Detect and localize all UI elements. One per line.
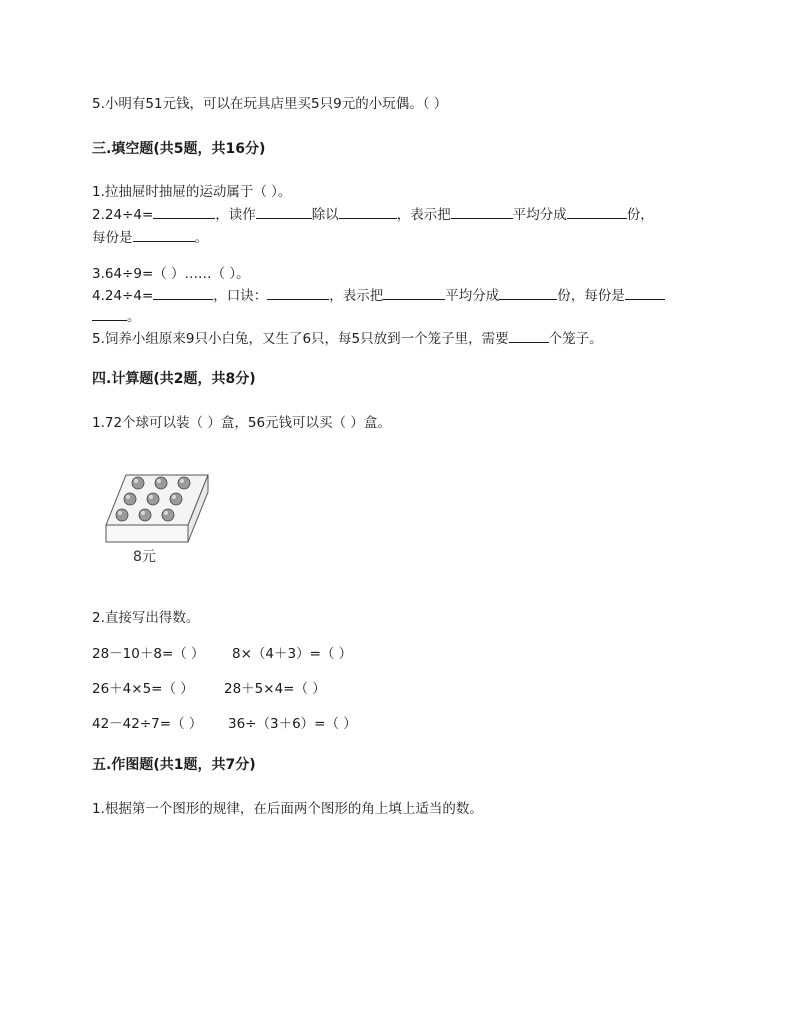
q2-text-a: 2.24÷4= bbox=[92, 207, 154, 223]
answer-blank[interactable] bbox=[256, 203, 312, 219]
q4-text-d: 平均分成 bbox=[445, 288, 500, 304]
expr-row-1 bbox=[92, 642, 205, 662]
q2-text-d: ，表示把 bbox=[396, 207, 451, 223]
expr-row-3 bbox=[92, 712, 202, 732]
calc-question-2: 2.直接写出得数。 bbox=[92, 610, 200, 626]
q5-text-a: 5.饲养小组原来9只小白兔，又生了6只，每5只放到一个笼子里，需要 bbox=[92, 331, 509, 347]
q4-text-a: 4.24÷4= bbox=[92, 288, 154, 304]
answer-blank[interactable] bbox=[383, 284, 445, 300]
answer-blank[interactable] bbox=[499, 284, 557, 300]
expr-1-1: 28－10＋8=（ ） bbox=[92, 646, 205, 662]
q2-text-b: ，读作 bbox=[215, 207, 256, 223]
q4-text-b: ，口诀： bbox=[213, 288, 268, 304]
answer-blank[interactable] bbox=[133, 226, 195, 242]
fill-question-2-line-2 bbox=[92, 226, 208, 246]
fill-question-1: 1.拉抽屉时抽屉的运动属于（ ）。 bbox=[92, 184, 292, 200]
q5-text-b: 个笼子。 bbox=[548, 331, 603, 347]
expr-3-2: 36÷（3＋6）=（ ） bbox=[228, 716, 357, 732]
box-price-label: 8元 bbox=[133, 549, 156, 565]
fill-question-2-line-1 bbox=[92, 203, 654, 223]
answer-blank[interactable] bbox=[92, 305, 127, 321]
q4-text-f: 。 bbox=[127, 309, 141, 325]
q2-text-e: 平均分成 bbox=[512, 207, 567, 223]
answer-blank[interactable] bbox=[153, 203, 215, 219]
q2-text-f: 份， bbox=[626, 207, 654, 223]
q2-text-c: 除以 bbox=[311, 207, 339, 223]
expr-row-2 bbox=[92, 677, 194, 697]
q4-text-e: 份，每份是 bbox=[557, 288, 625, 304]
calc-question-1: 1.72个球可以装（ ）盒，56元钱可以买（ ）盒。 bbox=[92, 415, 391, 431]
section-3-title: 三.填空题(共5题，共16分) bbox=[92, 141, 266, 157]
expr-2-1: 26＋4×5=（ ） bbox=[92, 681, 194, 697]
answer-blank[interactable] bbox=[567, 203, 627, 219]
fill-question-4-line-1 bbox=[92, 284, 665, 304]
judge-question-5: 5.小明有51元钱，可以在玩具店里买5只9元的小玩偶。（ ） bbox=[92, 96, 448, 112]
drawing-question-1: 1.根据第一个图形的规律，在后面两个图形的角上填上适当的数。 bbox=[92, 801, 483, 817]
q4-text-c: ，表示把 bbox=[329, 288, 384, 304]
expr-1-2: 8×（4＋3）=（ ） bbox=[232, 646, 353, 662]
answer-blank[interactable] bbox=[625, 284, 665, 300]
q2-text-g: 每份是 bbox=[92, 230, 133, 246]
fill-question-5 bbox=[92, 327, 603, 347]
answer-blank[interactable] bbox=[509, 327, 549, 343]
expr-2-2: 28＋5×4=（ ） bbox=[224, 681, 326, 697]
answer-blank[interactable] bbox=[339, 203, 397, 219]
q2-text-h: 。 bbox=[194, 230, 208, 246]
ball-box-illustration bbox=[104, 470, 224, 574]
fill-question-3: 3.64÷9=（ ）……（ ）。 bbox=[92, 266, 250, 282]
ball-box-drawing bbox=[104, 470, 224, 570]
section-5-title: 五.作图题(共1题，共7分) bbox=[92, 757, 256, 773]
answer-blank[interactable] bbox=[153, 284, 213, 300]
answer-blank[interactable] bbox=[267, 284, 329, 300]
expr-3-1: 42－42÷7=（ ） bbox=[92, 716, 203, 732]
section-4-title: 四.计算题(共2题，共8分) bbox=[92, 371, 256, 387]
fill-question-4-line-2 bbox=[92, 305, 141, 325]
answer-blank[interactable] bbox=[451, 203, 513, 219]
